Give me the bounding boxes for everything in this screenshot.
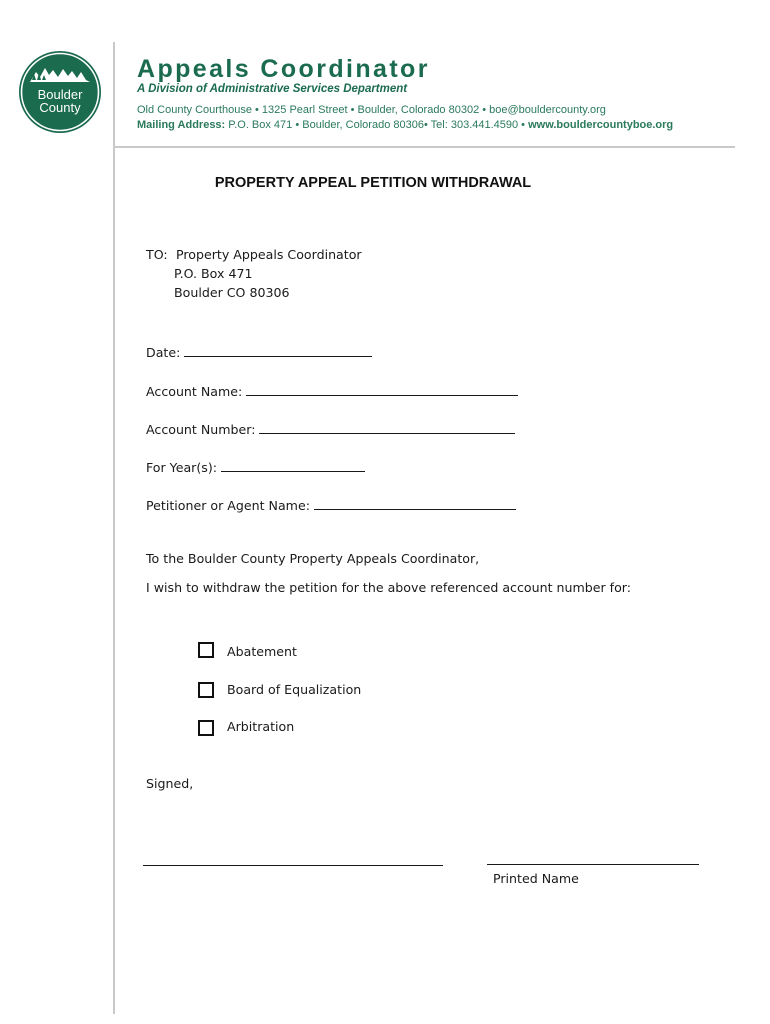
account-number-field[interactable] — [146, 419, 515, 437]
arbitration-label: Arbitration — [227, 719, 295, 734]
to-line-3: Boulder CO 80306 — [174, 285, 290, 300]
website-link[interactable]: www.bouldercountyboe.org — [528, 119, 674, 131]
petitioner-label: Petitioner or Agent Name: — [146, 498, 310, 513]
logo-text-line2: County — [39, 100, 81, 115]
for-years-field[interactable] — [146, 457, 365, 475]
petitioner-field[interactable] — [146, 495, 516, 513]
logo-text-line1: Boulder — [37, 87, 83, 102]
account-name-blank[interactable] — [246, 381, 518, 396]
date-field[interactable] — [146, 342, 372, 360]
withdraw-statement: I wish to withdraw the petition for the above referenced account number for: — [146, 580, 632, 595]
date-blank[interactable] — [184, 342, 372, 357]
date-label: Date: — [146, 345, 181, 360]
courthouse-address: Old County Courthouse • 1325 Pearl Street • Boulder, Colorado 80302 • boe@bouldercounty.org — [137, 104, 606, 116]
petitioner-blank[interactable] — [314, 495, 516, 510]
header-divider — [115, 146, 735, 148]
arbitration-checkbox[interactable] — [198, 720, 214, 736]
department-subtitle: A Division of Administrative Services Department — [137, 83, 408, 95]
to-label: TO: — [146, 247, 168, 262]
abatement-checkbox[interactable] — [198, 642, 214, 658]
printed-name-label: Printed Name — [493, 871, 579, 886]
signature-line[interactable] — [143, 865, 443, 866]
salutation: To the Boulder County Property Appeals Coordinator, — [146, 551, 480, 566]
for-years-blank[interactable] — [221, 457, 365, 472]
form-title: PROPERTY APPEAL PETITION WITHDRAWAL — [214, 175, 532, 191]
printed-name-line[interactable] — [487, 864, 699, 865]
mailing-address — [137, 119, 673, 131]
boulder-county-logo — [18, 50, 102, 134]
account-name-label: Account Name: — [146, 384, 243, 399]
mailing-text: P.O. Box 471 • Boulder, Colorado 80306• Tel: 303.441.4590 • — [228, 119, 526, 131]
to-line-1: Property Appeals Coordinator — [176, 247, 362, 262]
signed-label: Signed, — [146, 776, 194, 791]
board-of-equalization-label: Board of Equalization — [227, 682, 362, 697]
abatement-label: Abatement — [227, 644, 297, 659]
to-line-2: P.O. Box 471 — [174, 266, 253, 281]
mailing-label: Mailing Address: — [137, 119, 226, 131]
account-name-field[interactable] — [146, 381, 518, 399]
page-title: Appeals Coordinator — [137, 55, 430, 83]
account-number-label: Account Number: — [146, 422, 256, 437]
for-years-label: For Year(s): — [146, 460, 217, 475]
account-number-blank[interactable] — [259, 419, 515, 434]
board-of-equalization-checkbox[interactable] — [198, 682, 214, 698]
